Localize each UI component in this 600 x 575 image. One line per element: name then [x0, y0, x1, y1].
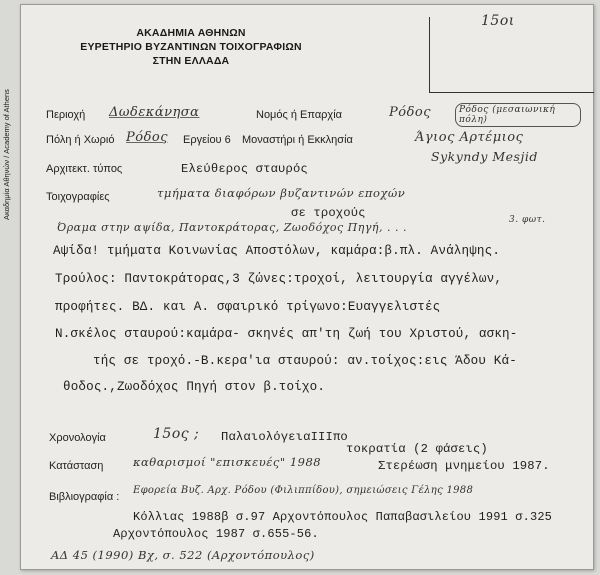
monastery-label: Μοναστήρι ή Εκκλησία: [242, 134, 353, 146]
bibliography-line-2: Αρχοντόπουλος 1987 σ.655-56.: [113, 527, 319, 541]
photo-box: [429, 17, 594, 93]
header-line2: ΕΥΡΕΤΗΡΙΟ ΒΥΖΑΝΤΙΝΩΝ ΤΟΙΧΟΓΡΑΦΙΩΝ: [80, 41, 302, 53]
header-line3: ΣΤΗΝ ΕΛΛΑΔΑ: [152, 55, 230, 67]
description-line-1: Αψίδα! τμήματα Κοινωνίας Αποστόλων, καμάρα:β.πλ. Ανάληψης.: [53, 244, 501, 258]
condition-type: Στερέωση μνημείου 1987.: [378, 459, 550, 473]
city-value: Ρόδος: [126, 130, 169, 145]
arch-label: Αρχιτεκτ. τύπος: [46, 163, 123, 175]
region-value: Δωδεκάνησα: [109, 105, 200, 120]
description-line-5: τής σε τροχό.-Β.κερα'ια σταυρού: αν.τοίχος:εις Άδου Κά-: [93, 354, 517, 368]
description-line-3: προφήτες. ΒΔ. και Α. σφαιρικό τρίγωνο:Ευαγγελιστές: [55, 300, 441, 314]
bibliography-line-1: Κόλλιας 1988β σ.97 Αρχοντόπουλος Παπαβασιλείου 1991 σ.325: [133, 510, 553, 524]
condition-label: Κατάσταση: [49, 460, 104, 472]
monastery-value: Άγιος Αρτέμιος: [415, 130, 524, 145]
header-line1: ΑΚΑΔΗΜΙΑ ΑΘΗΝΩΝ: [136, 27, 246, 39]
frescoes-hand2: Όραμα στην αψίδα, Παντοκράτορας, Ζωοδόχος Πηγή, . . .: [57, 221, 407, 234]
condition-hand: καθαρισμοί "επισκευές" 1988: [133, 455, 322, 469]
bibliography-hand: Εφορεία Βυζ. Αρχ. Ρόδου (Φιλιππίδου), σημειώσεις Γέλης 1988: [133, 485, 474, 496]
sidebar-archive-label: Ακαδημία Αθηνών / Academy of Athens: [2, 89, 11, 220]
frescoes-hand1: τμήματα διαφόρων βυζαντινών εποχών: [157, 186, 406, 200]
description-line-2: Τρούλος: Παντοκράτορας,3 ζώνες:τροχοί, λειτουργία αγγέλων,: [55, 272, 503, 286]
chronology-label: Χρονολογία: [49, 432, 106, 444]
frescoes-photo-note: 3. φωτ.: [509, 215, 546, 225]
chronology-type1: ΠαλαιολόγειαΙΙΙπο: [221, 430, 348, 444]
frescoes-type1: σε τροχούς: [291, 206, 366, 220]
description-line-4: Ν.σκέλος σταυρού:καμάρα- σκηνές απ'τη ζωή του Χριστού, ασκη-: [55, 327, 518, 341]
region-label: Περιοχή: [46, 109, 86, 121]
workshop-label: Εργείου 6: [183, 134, 231, 146]
description-line-6: θοδος.,Ζωοδόχος Πηγή στον β.τοίχο.: [63, 380, 326, 394]
chronology-type2: τοκρατία (2 φάσεις): [346, 442, 488, 456]
arch-value: Ελεύθερος σταυρός: [181, 162, 308, 176]
frescoes-label: Τοιχογραφίες: [46, 191, 110, 203]
bibliography-footnote: ΑΔ 45 (1990) Βχ, σ. 522 (Αρχοντόπουλος): [51, 548, 315, 562]
prefecture-value: Ρόδος: [389, 105, 432, 120]
city-label: Πόλη ή Χωριό: [46, 134, 115, 146]
bibliography-label: Βιβλιογραφία :: [49, 491, 120, 503]
chronology-hand: 15ος ;: [153, 426, 200, 442]
card-number: 15οι: [481, 13, 515, 29]
prefecture-label: Νομός ή Επαρχία: [256, 109, 343, 121]
prefecture-note: Ρόδος (μεσαιωνική πόλη): [455, 103, 581, 127]
index-card: [20, 4, 594, 570]
monastery-alt-name: Sykyndy Mesjid: [431, 149, 538, 164]
